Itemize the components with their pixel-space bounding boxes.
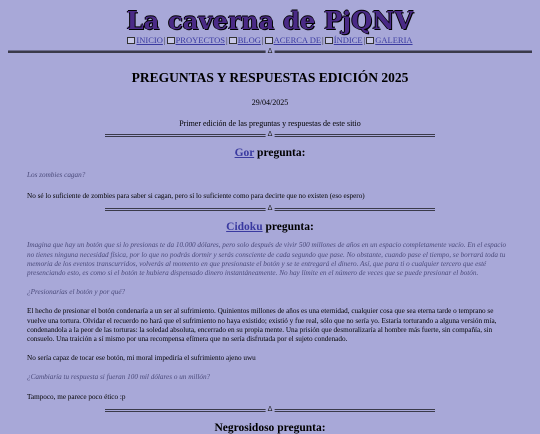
nav-link-proyectos[interactable]: PROYECTOS (175, 35, 226, 45)
delta-icon: Δ (267, 47, 273, 55)
answer-text: No sería capaz de tocar ese botón, mi moral impediría el sufrimiento ajeno uwu (27, 354, 256, 363)
main-nav (0, 35, 540, 46)
qa-list (0, 147, 540, 434)
asker-name: Negrosidoso (214, 421, 275, 434)
question-heading (27, 221, 513, 233)
section-divider (105, 205, 435, 213)
question-text: ¿Cambiaría tu respuesta si fueran 100 mil dólares o un millón? (27, 373, 211, 382)
question-heading (27, 147, 513, 159)
question-text: Los zombies cagan? (27, 171, 86, 179)
page-icon (127, 37, 135, 44)
answer-text: El hecho de presionar el botón condenaría a un ser al sufrimiento. Quinientos millones de años es una eternidad, cualquier cosa que sea eterna tarde o temprano se vuelve una tortura. Olvidar el recuerdo no hará que el sufrimiento no haya existido; existió y fue real, sólo que no sería yo. Estaría torturando a alguna versión mía, condenandola a la peor de las torturas: la soledad absoluta, encerrado en su propia mente. Una prisión que desmoralizaría al hombre más fuerte, sin compañía, sin consuelo. Una traición a sí mismo por una recompensa efímera que no sería disfrutada por el sujeto condenado. (27, 307, 497, 344)
asks-label: pregunta: (254, 147, 306, 159)
asks-label: pregunta: (262, 221, 314, 234)
page-icon (363, 35, 374, 45)
nav-separator: | (363, 35, 366, 45)
question-heading (27, 422, 513, 434)
asker-link-gor[interactable]: Gor (234, 147, 255, 159)
publish-date: 29/04/2025 (251, 98, 289, 107)
nav-link-acerca-de[interactable]: ACERCA DE (273, 35, 322, 45)
page-icon (325, 37, 333, 44)
section-divider (105, 406, 435, 414)
delta-icon: Δ (267, 130, 273, 138)
page (0, 6, 540, 434)
page-title: PREGUNTAS Y RESPUESTAS EDICIÓN 2025 (131, 70, 409, 85)
page-icon (265, 37, 273, 44)
asks-label: pregunta: (274, 421, 326, 434)
nav-separator: | (261, 35, 264, 45)
asker-link-cidoku[interactable]: Cidoku (226, 221, 263, 234)
delta-icon: Δ (267, 404, 273, 413)
page-icon (167, 37, 175, 44)
nav-link-inicio[interactable]: INICIO (136, 35, 163, 45)
nav-link-indice[interactable]: ÍNDICE (333, 35, 363, 45)
question-premise: Imagina que hay un botón que si lo presionas te da 10.000 dólares, pero solo después de vivir 500 millones de años en un espacio completamente vacío. En el espacio no tienes ninguna necesidad física, por lo que no podrás dormir y serás consciente de cada segundo que pase. No obstante, cuando pase el tiempo, se borrará toda tu memoria de los eventos transcurridos, volverás al momento en que presionaste el botón y se te entregará el dinero. Así, que para ti o cualquier tercero que esté presenciando esto, es como si el botón te hubiera dispensado dinero instantáneamente. No hay límite en el número de veces que se puede presionar el botón. (27, 241, 507, 278)
answer-text: Tampoco, me parece poco ético :p (27, 392, 126, 401)
delta-icon: Δ (267, 204, 273, 213)
answer-text: No sé lo suficiente de zombies para saber si cagan, pero sí lo suficiente como para decirte que no existen (eso espero) (27, 192, 365, 201)
nav-separator: | (322, 35, 324, 45)
header-divider (8, 48, 532, 56)
page-icon (229, 37, 237, 44)
nav-separator: | (163, 35, 166, 45)
site-title: La caverna de PjQNV (126, 6, 414, 35)
nav-separator: | (226, 35, 228, 45)
nav-link-galeria[interactable]: GALERIA (375, 35, 413, 45)
nav-link-blog[interactable]: BLOG (237, 35, 261, 45)
page-subtitle: Primer edición de las preguntas y respuestas de este sitio (179, 119, 361, 128)
question-text: ¿Presionarías el botón y por qué? (27, 288, 126, 297)
section-divider (105, 131, 435, 139)
